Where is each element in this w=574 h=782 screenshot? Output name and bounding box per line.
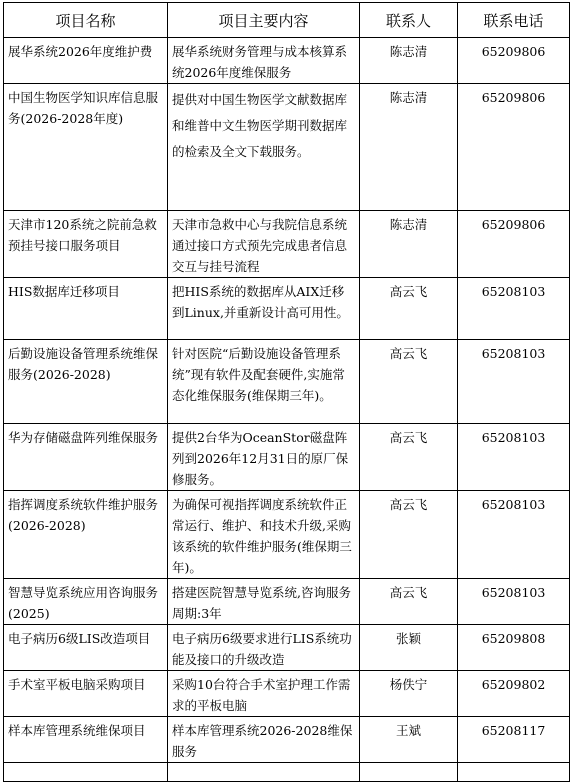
phone-cell: 65208103 xyxy=(458,579,570,625)
project-content-cell: 采购10台符合手术室护理工作需求的平板电脑 xyxy=(168,671,360,717)
phone-cell: 65209808 xyxy=(458,625,570,671)
project-content-cell: 搭建医院智慧导览系统,咨询服务周期:3年 xyxy=(168,579,360,625)
contact-cell: 陈志清 xyxy=(360,84,458,211)
phone-cell: 65209806 xyxy=(458,84,570,211)
contact-cell: 杨佚宁 xyxy=(360,671,458,717)
project-table xyxy=(3,2,570,782)
table-row xyxy=(4,340,570,424)
table-row xyxy=(4,491,570,579)
project-name-cell: 天津市120系统之院前急救预挂号接口服务项目 xyxy=(4,211,168,278)
project-name-cell: 电子病历6级LIS改造项目 xyxy=(4,625,168,671)
contact-cell: 王斌 xyxy=(360,717,458,763)
phone-cell: 65209802 xyxy=(458,671,570,717)
phone-cell: 65208117 xyxy=(458,717,570,763)
table-row xyxy=(4,671,570,717)
empty-row xyxy=(4,763,570,782)
phone-cell: 65208103 xyxy=(458,278,570,340)
header-project-content: 项目主要内容 xyxy=(168,3,360,38)
contact-cell: 高云飞 xyxy=(360,278,458,340)
project-name-cell: 展华系统2026年度维护费 xyxy=(4,38,168,84)
project-name-cell: 华为存储磁盘阵列维保服务 xyxy=(4,424,168,491)
table-row xyxy=(4,38,570,84)
empty-cell xyxy=(4,763,168,782)
phone-cell: 65209806 xyxy=(458,38,570,84)
header-project-name: 项目名称 xyxy=(4,3,168,38)
contact-cell: 陈志清 xyxy=(360,38,458,84)
empty-cell xyxy=(168,763,360,782)
project-content-cell: 展华系统财务管理与成本核算系统2026年度维保服务 xyxy=(168,38,360,84)
contact-cell: 张颖 xyxy=(360,625,458,671)
empty-cell xyxy=(458,763,570,782)
header-contact: 联系人 xyxy=(360,3,458,38)
table-row xyxy=(4,579,570,625)
contact-cell: 高云飞 xyxy=(360,340,458,424)
project-name-cell: HIS数据库迁移项目 xyxy=(4,278,168,340)
project-name-cell: 智慧导览系统应用咨询服务(2025) xyxy=(4,579,168,625)
contact-cell: 高云飞 xyxy=(360,579,458,625)
table-row xyxy=(4,717,570,763)
project-content-cell: 提供2台华为OceanStor磁盘阵列到2026年12月31日的原厂保修服务。 xyxy=(168,424,360,491)
header-phone: 联系电话 xyxy=(458,3,570,38)
project-name-cell: 中国生物医学知识库信息服务(2026-2028年度) xyxy=(4,84,168,211)
project-name-cell: 后勤设施设备管理系统维保服务(2026-2028) xyxy=(4,340,168,424)
project-content-cell: 提供对中国生物医学文献数据库和维普中文生物医学期刊数据库的检索及全文下载服务。 xyxy=(168,84,360,211)
project-name-cell: 样本库管理系统维保项目 xyxy=(4,717,168,763)
phone-cell: 65209806 xyxy=(458,211,570,278)
phone-cell: 65208103 xyxy=(458,340,570,424)
project-content-cell: 电子病历6级要求进行LIS系统功能及接口的升级改造 xyxy=(168,625,360,671)
header-row xyxy=(4,3,570,38)
project-name-cell: 指挥调度系统软件维护服务(2026-2028) xyxy=(4,491,168,579)
contact-cell: 陈志清 xyxy=(360,211,458,278)
table-row xyxy=(4,278,570,340)
project-content-cell: 样本库管理系统2026-2028维保服务 xyxy=(168,717,360,763)
project-content-cell: 把HIS系统的数据库从AIX迁移到Linux,并重新设计高可用性。 xyxy=(168,278,360,340)
project-content-cell: 天津市急救中心与我院信息系统通过接口方式预先完成患者信息交互与挂号流程 xyxy=(168,211,360,278)
project-content-cell: 为确保可视指挥调度系统软件正常运行、维护、和技术升级,采购该系统的软件维护服务(维保期三年)。 xyxy=(168,491,360,579)
table-row xyxy=(4,625,570,671)
table-row xyxy=(4,84,570,211)
phone-cell: 65208103 xyxy=(458,424,570,491)
contact-cell: 高云飞 xyxy=(360,424,458,491)
project-content-cell: 针对医院“后勤设施设备管理系统”现有软件及配套硬件,实施常态化维保服务(维保期三年)。 xyxy=(168,340,360,424)
phone-cell: 65208103 xyxy=(458,491,570,579)
empty-cell xyxy=(360,763,458,782)
table-row xyxy=(4,211,570,278)
project-name-cell: 手术室平板电脑采购项目 xyxy=(4,671,168,717)
contact-cell: 高云飞 xyxy=(360,491,458,579)
table-row xyxy=(4,424,570,491)
